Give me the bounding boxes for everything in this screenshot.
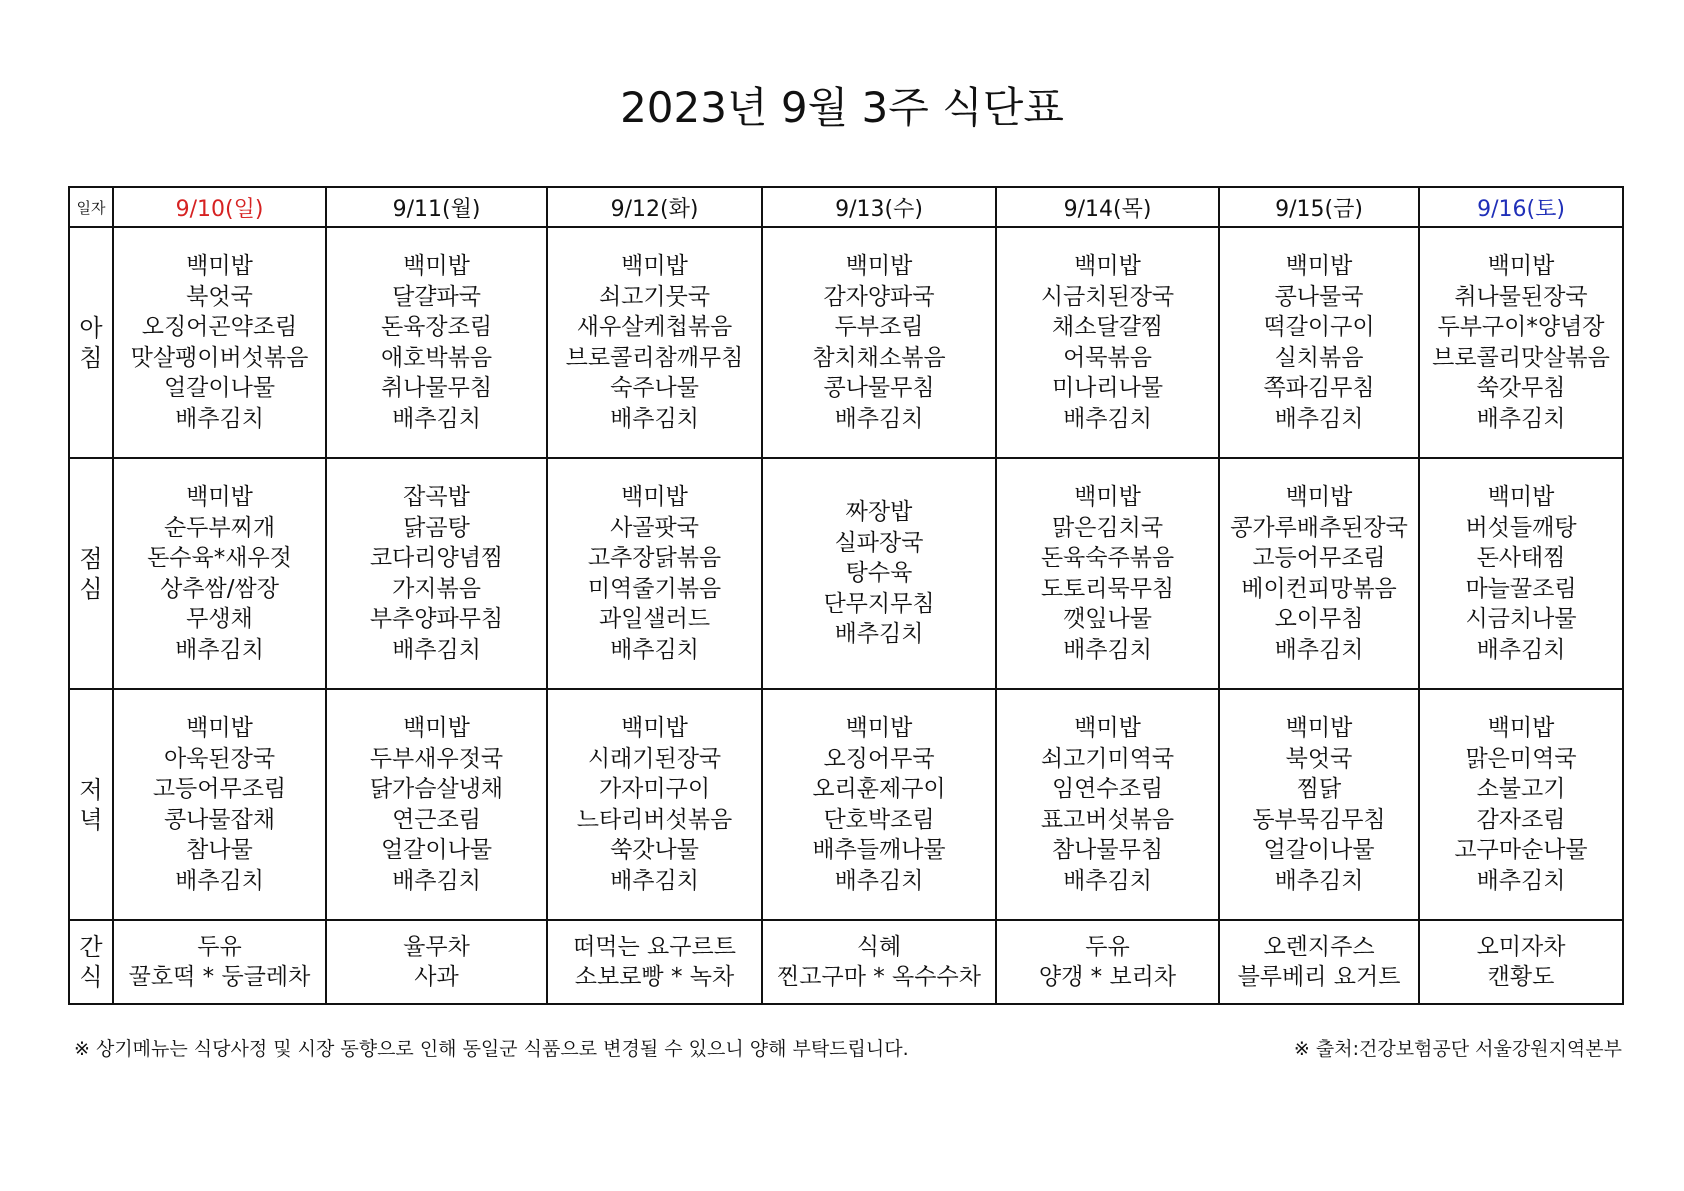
menu-item-list xyxy=(548,482,761,665)
menu-item: 돈수육*새우젓 xyxy=(147,545,292,571)
menu-item: 버섯들깨탕 xyxy=(1465,514,1577,541)
menu-item: 소보로빵 * 녹차 xyxy=(574,964,735,990)
menu-item: 백미밥 xyxy=(403,715,470,741)
meal-label-char: 침 xyxy=(79,343,103,372)
menu-item: 브로콜리참깨무침 xyxy=(565,344,744,371)
menu-cell xyxy=(547,227,762,458)
menu-item: 상추쌈/쌈장 xyxy=(160,575,279,602)
menu-item: 배추김치 xyxy=(392,636,481,663)
source-note: ※ 출처:건강보험공단 서울강원지역본부 xyxy=(1293,1038,1622,1060)
menu-item: 배추김치 xyxy=(1476,636,1566,663)
menu-item: 콩가루배추된장국 xyxy=(1230,514,1408,541)
meal-label-char: 아 xyxy=(79,313,103,342)
menu-item: 미역줄기볶음 xyxy=(587,575,722,602)
menu-cell xyxy=(996,458,1219,689)
menu-item: 가자미구이 xyxy=(598,776,711,802)
menu-item: 시래기된장국 xyxy=(587,745,722,772)
menu-item-list xyxy=(1220,713,1418,896)
menu-item: 맛살팽이버섯볶음 xyxy=(130,344,309,371)
menu-item: 백미밥 xyxy=(1285,484,1353,510)
meal-label-char: 녁 xyxy=(79,805,103,834)
menu-item: 짜장밥 xyxy=(845,499,913,526)
menu-cell xyxy=(1219,689,1419,920)
menu-item: 오이무침 xyxy=(1274,606,1364,632)
menu-item: 배추김치 xyxy=(1274,867,1364,894)
day-header-sunday: 9/10(일) xyxy=(113,187,326,227)
menu-item: 동부묵김무침 xyxy=(1252,806,1386,833)
menu-item: 배추김치 xyxy=(610,405,699,432)
menu-item-list xyxy=(997,251,1218,434)
menu-item: 백미밥 xyxy=(621,484,688,510)
menu-item: 닭가슴살냉채 xyxy=(369,776,504,802)
menu-item: 닭곰탕 xyxy=(403,514,470,541)
date-label-header: 일자 xyxy=(69,187,113,227)
menu-cell xyxy=(113,920,326,1004)
menu-cell xyxy=(547,458,762,689)
menu-item-list xyxy=(114,482,325,665)
menu-item: 배추들깨나물 xyxy=(812,837,946,863)
menu-item-list xyxy=(327,251,546,434)
breakfast-row xyxy=(69,227,1623,458)
menu-item: 오징어곤약조림 xyxy=(141,314,298,340)
menu-cell xyxy=(113,689,326,920)
menu-item: 표고버섯볶음 xyxy=(1040,806,1175,833)
meal-label-char: 간 xyxy=(79,933,103,961)
menu-cell xyxy=(1219,458,1419,689)
menu-item: 백미밥 xyxy=(1074,484,1141,510)
menu-item: 오미자차 xyxy=(1476,933,1566,960)
snack-label-cell xyxy=(69,920,113,1004)
menu-item: 백미밥 xyxy=(1285,253,1353,279)
menu-cell xyxy=(326,920,547,1004)
day-header-wednesday: 9/13(수) xyxy=(762,187,996,227)
menu-item: 가지볶음 xyxy=(392,575,481,602)
menu-item-list xyxy=(548,251,761,434)
menu-item: 북엇국 xyxy=(186,283,253,310)
breakfast-label-cell xyxy=(69,227,113,458)
menu-item: 취나물된장국 xyxy=(1454,283,1588,310)
menu-item: 떠먹는 요구르트 xyxy=(573,933,736,960)
day-header-saturday: 9/16(토) xyxy=(1419,187,1623,227)
menu-cell xyxy=(762,458,996,689)
menu-item: 율무차 xyxy=(403,933,470,960)
menu-item-list xyxy=(1220,251,1418,434)
menu-item: 배추김치 xyxy=(1063,405,1152,432)
menu-cell xyxy=(996,689,1219,920)
menu-item: 애호박볶음 xyxy=(380,344,493,371)
menu-item: 배추김치 xyxy=(392,405,481,432)
menu-cell xyxy=(1219,227,1419,458)
footer-notes xyxy=(74,1036,1622,1062)
menu-item: 오리훈제구이 xyxy=(812,776,946,802)
menu-item-list xyxy=(548,713,761,896)
menu-item: 마늘꿀조림 xyxy=(1465,575,1577,602)
menu-item-list xyxy=(763,497,995,650)
menu-item: 블루베리 요거트 xyxy=(1237,964,1401,990)
menu-item: 오렌지주스 xyxy=(1263,933,1375,960)
menu-item: 배추김치 xyxy=(610,636,699,663)
meal-label-char: 식 xyxy=(79,963,103,991)
menu-item-list xyxy=(327,932,546,993)
menu-item: 얼갈이나물 xyxy=(380,837,493,863)
menu-item: 백미밥 xyxy=(1487,484,1555,510)
menu-item: 무생채 xyxy=(186,606,253,632)
menu-item: 단무지무침 xyxy=(823,590,935,617)
menu-cell xyxy=(1419,458,1623,689)
lunch-row xyxy=(69,458,1623,689)
menu-item-list xyxy=(997,482,1218,665)
menu-item: 얼갈이나물 xyxy=(163,375,276,401)
menu-item: 어묵볶음 xyxy=(1063,344,1152,371)
menu-item: 두부구이*양념장 xyxy=(1437,314,1605,340)
menu-item: 두부새우젓국 xyxy=(369,745,504,772)
menu-item: 임연수조림 xyxy=(1051,776,1164,802)
menu-item-list xyxy=(997,713,1218,896)
dinner-label xyxy=(78,775,104,835)
menu-item: 두유 xyxy=(197,933,242,960)
menu-cell xyxy=(996,920,1219,1004)
menu-item: 백미밥 xyxy=(1487,253,1555,279)
menu-item: 사골팟국 xyxy=(610,514,699,541)
menu-item: 돈육장조림 xyxy=(380,314,493,340)
menu-item: 백미밥 xyxy=(1074,715,1141,741)
menu-item: 배추김치 xyxy=(175,867,264,894)
menu-item: 고등어무조림 xyxy=(1252,545,1386,571)
menu-item: 배추김치 xyxy=(1274,636,1364,663)
menu-item: 돈육숙주볶음 xyxy=(1040,545,1175,571)
menu-item: 숙주나물 xyxy=(610,375,699,401)
menu-item: 콩나물국 xyxy=(1274,283,1364,310)
menu-item: 찜닭 xyxy=(1296,776,1342,802)
menu-item: 백미밥 xyxy=(621,253,688,279)
menu-item-list xyxy=(1220,932,1418,993)
menu-item: 시금치나물 xyxy=(1465,606,1577,632)
menu-item: 오징어무국 xyxy=(823,745,935,772)
menu-item: 찐고구마 * 옥수수차 xyxy=(777,964,981,990)
menu-cell xyxy=(547,689,762,920)
menu-item: 새우살케첩볶음 xyxy=(576,314,733,340)
menu-item: 배추김치 xyxy=(1274,405,1364,432)
menu-item: 고등어무조림 xyxy=(152,776,287,802)
menu-cell xyxy=(762,920,996,1004)
menu-item-list xyxy=(327,713,546,896)
menu-change-note: ※ 상기메뉴는 식당사정 및 시장 동향으로 인해 동일군 식품으로 변경될 수 있으니 양해 부탁드립니다. xyxy=(74,1038,909,1060)
menu-item: 연근조림 xyxy=(392,806,481,833)
breakfast-label xyxy=(78,313,104,373)
menu-item: 참치채소볶음 xyxy=(812,344,946,371)
menu-item: 실파장국 xyxy=(834,529,924,556)
menu-cell xyxy=(113,458,326,689)
menu-item: 깻잎나물 xyxy=(1063,606,1152,632)
menu-cell xyxy=(1419,689,1623,920)
menu-item: 고추장닭볶음 xyxy=(587,545,722,571)
menu-item: 아욱된장국 xyxy=(163,745,276,772)
menu-item: 부추양파무침 xyxy=(369,606,504,632)
menu-cell xyxy=(1219,920,1419,1004)
menu-item: 북엇국 xyxy=(1285,745,1353,772)
menu-item: 실치볶음 xyxy=(1274,344,1364,371)
menu-item: 양갱 * 보리차 xyxy=(1038,964,1177,990)
menu-item: 배추김치 xyxy=(1476,867,1566,894)
menu-item: 백미밥 xyxy=(1487,715,1555,741)
menu-item: 백미밥 xyxy=(845,253,913,279)
menu-item: 얼갈이나물 xyxy=(1263,837,1375,863)
menu-item: 돈사태찜 xyxy=(1476,545,1566,571)
menu-item: 참나물무침 xyxy=(1051,837,1164,863)
meal-label-char: 저 xyxy=(79,775,103,804)
menu-item: 코다리양념찜 xyxy=(369,545,504,571)
snack-label xyxy=(78,932,104,992)
menu-item-list xyxy=(548,932,761,993)
menu-cell xyxy=(762,689,996,920)
snack-row xyxy=(69,920,1623,1004)
day-header-thursday: 9/14(목) xyxy=(996,187,1219,227)
header-row xyxy=(69,187,1623,227)
menu-item: 미나리나물 xyxy=(1051,375,1164,401)
menu-item: 쇠고기미역국 xyxy=(1040,745,1175,772)
menu-item: 쑥갓무침 xyxy=(1476,375,1566,401)
menu-item-list xyxy=(1420,482,1622,665)
meal-label-char: 심 xyxy=(79,574,103,603)
menu-item: 백미밥 xyxy=(1285,715,1353,741)
menu-item: 취나물무침 xyxy=(380,375,493,401)
menu-item: 감자양파국 xyxy=(823,283,935,310)
menu-item: 쇠고기뭇국 xyxy=(598,283,711,310)
menu-item: 고구마순나물 xyxy=(1454,837,1588,863)
menu-item: 배추김치 xyxy=(1063,636,1152,663)
menu-cell xyxy=(326,689,547,920)
menu-item-list xyxy=(763,251,995,434)
menu-item-list xyxy=(763,932,995,993)
menu-item: 배추김치 xyxy=(175,636,264,663)
menu-item: 단호박조림 xyxy=(823,806,935,833)
menu-cell xyxy=(326,227,547,458)
day-header-tuesday: 9/12(화) xyxy=(547,187,762,227)
menu-item: 맑은미역국 xyxy=(1465,745,1577,772)
menu-item: 과일샐러드 xyxy=(598,606,711,632)
menu-item: 도토리묵무침 xyxy=(1040,575,1175,602)
menu-item: 배추김치 xyxy=(1063,867,1152,894)
menu-cell xyxy=(996,227,1219,458)
menu-item-list xyxy=(1420,251,1622,434)
menu-cell xyxy=(762,227,996,458)
menu-item: 배추김치 xyxy=(834,621,924,648)
menu-item: 시금치된장국 xyxy=(1040,283,1175,310)
menu-item-list xyxy=(114,932,325,993)
menu-item: 두부조림 xyxy=(834,314,924,340)
menu-item-list xyxy=(997,932,1218,993)
menu-item: 브로콜리맛살볶음 xyxy=(1432,344,1610,371)
dinner-row xyxy=(69,689,1623,920)
menu-item: 배추김치 xyxy=(392,867,481,894)
menu-item: 콩나물무침 xyxy=(823,375,935,401)
menu-item: 맑은김치국 xyxy=(1051,514,1164,541)
menu-item: 채소달걀찜 xyxy=(1051,314,1164,340)
menu-item: 백미밥 xyxy=(621,715,688,741)
menu-item: 배추김치 xyxy=(1476,405,1566,432)
menu-item: 식혜 xyxy=(856,933,902,960)
day-header-monday: 9/11(월) xyxy=(326,187,547,227)
menu-item: 달걀파국 xyxy=(392,283,481,310)
menu-item: 배추김치 xyxy=(834,867,924,894)
menu-item: 콩나물잡채 xyxy=(163,806,276,833)
menu-item-list xyxy=(114,251,325,434)
menu-item: 감자조림 xyxy=(1476,806,1566,833)
menu-item-list xyxy=(1420,932,1622,993)
menu-item: 쑥갓나물 xyxy=(610,837,699,863)
meal-label-char: 점 xyxy=(79,544,103,573)
lunch-label xyxy=(78,544,104,604)
menu-item: 느타리버섯볶음 xyxy=(576,806,733,833)
menu-item: 백미밥 xyxy=(186,484,253,510)
menu-cell xyxy=(1419,227,1623,458)
menu-item: 캔황도 xyxy=(1487,964,1555,990)
menu-item-list xyxy=(327,482,546,665)
menu-item: 쪽파김무침 xyxy=(1263,375,1375,401)
menu-item: 백미밥 xyxy=(1074,253,1141,279)
menu-item: 소불고기 xyxy=(1476,776,1566,802)
lunch-label-cell xyxy=(69,458,113,689)
menu-item: 잡곡밥 xyxy=(403,484,470,510)
menu-item: 탕수육 xyxy=(845,560,913,587)
menu-cell xyxy=(547,920,762,1004)
menu-item: 순두부찌개 xyxy=(163,514,276,541)
menu-item: 백미밥 xyxy=(403,253,470,279)
menu-item: 사과 xyxy=(414,964,459,990)
menu-table xyxy=(68,186,1624,1005)
menu-item: 두유 xyxy=(1085,933,1130,960)
page-title: 2023년 9월 3주 식단표 xyxy=(620,83,1064,132)
menu-item: 백미밥 xyxy=(845,715,913,741)
menu-item: 배추김치 xyxy=(175,405,264,432)
menu-item: 백미밥 xyxy=(186,715,253,741)
menu-cell xyxy=(1419,920,1623,1004)
menu-item: 백미밥 xyxy=(186,253,253,279)
menu-cell xyxy=(326,458,547,689)
menu-item: 떡갈이구이 xyxy=(1263,314,1375,340)
menu-item-list xyxy=(1220,482,1418,665)
menu-item: 참나물 xyxy=(186,837,253,863)
menu-item: 베이컨피망볶음 xyxy=(1241,575,1397,602)
menu-item-list xyxy=(1420,713,1622,896)
menu-cell xyxy=(113,227,326,458)
menu-item: 배추김치 xyxy=(610,867,699,894)
dinner-label-cell xyxy=(69,689,113,920)
menu-item-list xyxy=(763,713,995,896)
menu-item: 배추김치 xyxy=(834,405,924,432)
day-header-friday: 9/15(금) xyxy=(1219,187,1419,227)
menu-item-list xyxy=(114,713,325,896)
menu-item: 꿀호떡 * 둥글레차 xyxy=(128,964,311,990)
